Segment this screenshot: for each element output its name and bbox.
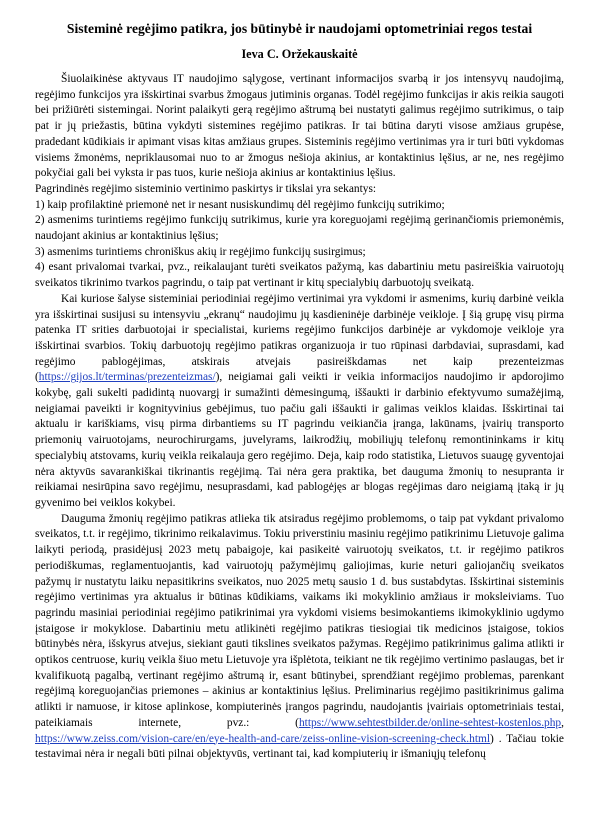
paragraph-screen-workers-text-b: ), neigiamai gali veikti ir veikia informacijos naudojimo ir apdorojimo kokybę, gali sukelti padidintą nuovargį ir sumažinti dėmesingumą, iššaukti ir darbinio efektyvumo sumažėjimą, neigiamai paveikti ir kognityvinius gebėjimus, tuo pačiu gali iššaukti ir galimas veiklos klaidas. Išskirtinai tai aktualu ir kariškiams, visų pirma dirbantiems su IT pagrindu veikiančia įranga, lakūnams, įvairių transporto priemonių vairuotojams, neurochirurgams, juvelyrams, laikrodžių, mobiliųjų telefonų remontininkams ir kitų specialybių atstovams, kurių veikla reikalauja gero regėjimo. Deja, kaip rodo statistika, Lietuvos suaugę gyventojai nėra aktyvūs savarankiškai tikrinantis regėjimą. Tai nėra gera praktika, bet dauguma žmonių to nesupranta ir reikiamai nesirūpina savo regėjimu, nesuprasdami, kad pablogėjęs ar blogas regėjimas daro neigiamą įtaką ir jų gyvenimo bei veiklos kokybei. bbox=[35, 371, 564, 509]
paragraph-screen-workers-text-a: Kai kuriose šalyse sisteminiai periodiniai regėjimo vertinimai yra vykdomi ir asmenims, kurių darbinė veikla yra išskirtinai susijusi su intensyviu „ekranų“ naudojimu jų kasdieninėje darbinėje veikloje. Į šią grupę visų pirma patenka IT srities darbuotojai ir specialistai, kuriems regėjimo funkcijos darbinėje ar vykdomoje veikloje yra išskirtinai svarbios. Tokių darbuotojų regėjimo patikras organizuoja ir tuo rūpinasi darbdaviai, suprasdami, kad regėjimo pablogėjimas, atskirais atvejais pasireiškdamas net kaip prezenteizmas ( bbox=[35, 292, 564, 384]
paragraph-intro: Šiuolaikinėse aktyvaus IT naudojimo sąlygose, vertinant informacijos svarbą ir jos intensyvų naudojimą, regėjimo funkcijos yra išskirtinai svarbus žmogaus jutiminis organas. Todėl regėjimo funkcijas ir akis reikia saugoti bei prižiūrėti sistemingai. Norint palaikyti gerą regėjimo aštrumą bei nustatyti galimus regėjimo sutrikimus, o taip pat ir jų priežastis, būtina vykdyti sistemines regėjimo patikras. Ir tai būtina daryti visose amžiaus grupėse, pradedant kūdikiais ir apimant visas kitas amžiaus grupes. Sisteminis regėjimo vertinimas yra ir turi būti vykdomas visiems žmonėms, nepriklausomai nuo to ar žmogus nešioja akinius, ar kontaktinius lęšius, ar ne, nes regėjimo pokyčiai gali bei vyksta ir pas tuos, kurie nešioja akinius ar kontaktinius lęšius. bbox=[35, 73, 564, 180]
list-item-4: 4) esant privalomai tvarkai, pvz., reikalaujant turėti sveikatos pažymą, kas dabartiniu metu pasireiškia vairuotojų sveikatos tikrinimo tvarkos pagrindu, o taip pat vertinant ir kitų specialybių darbuotojų sveikatą. bbox=[35, 261, 564, 290]
paragraph-checkups bbox=[35, 512, 564, 763]
zeiss-link[interactable]: https://www.zeiss.com/vision-care/en/eye-health-and-care/zeiss-online-vision-screening-check.html bbox=[35, 732, 491, 745]
link-separator: , bbox=[561, 716, 564, 729]
document-title: Sisteminė regėjimo patikra, jos būtinybė ir naudojami optometriniai regos testai bbox=[66, 21, 533, 36]
author-name: Ieva C. Oržekauskaitė bbox=[241, 47, 358, 61]
paragraph-checkups-text-b: ) . Tačiau tokie testavimai nėra ir negali būti pilnai objektyvūs, vertinant tai, kad kompiuterių ir išmaniųjų telefonų bbox=[35, 732, 564, 761]
list-item-2: 2) asmenims turintiems regėjimo funkcijų sutrikimus, kurie yra koreguojami regėjimą gerinančiomis priemonėmis, naudojant akinius ar kontaktinius lęšius; bbox=[35, 214, 564, 243]
list-item-1: 1) kaip profilaktinė priemonė net ir nesant nusiskundimų dėl regėjimo funkcijų sutrikimo; bbox=[35, 198, 445, 211]
sehtest-link[interactable]: https://www.sehtestbilder.de/online-sehtest-kostenlos.php bbox=[298, 716, 562, 729]
paragraph-checkups-text-a: Dauguma žmonių regėjimo patikras atlieka tik atsiradus regėjimo problemoms, o taip pat vykdant privalomo sveikatos, t.t. ir regėjimo, tikrinimo reikalavimus. Tokiu priverstiniu masiniu regėjimo patikrinimu Lietuvoje galima laikyti periodą, prasidėjusį 2023 metų pabaigoje, kai pasikeitė vairuotojų sveikatos, t.t. ir regėjimo patikros periodiškumas, reglamentuojantis, kad vairuotojų pažymėjimų galiojimas, kurie neturi galiojančių sveikatos pažymų ir nustatytu laiku nepasitikrins sveikatos, nuo 2025 metų sausio 1 d. bus sustabdytas. Išskirtinai sisteminis regėjimo vertinimas yra aktualus ir būtinas kūdikiams, vaikams iki mokyklinio amžiaus ir moksleiviams. Tuo pagrindu masiniai periodiniai regėjimo patikrinimai yra vykdomi visiems besimokantiems ikimokyklinio ugdymo įstaigose ir mokyklose. Dabartiniu metu atlikinėti regėjimo patikras tiesiogiai tik medicinos įstaigose, tokios būtinybės nėra, išskyrus atvejus, siekiant gauti tikslines sveikatos pažymas. Regėjimo patikrinimus galima atlikti ir optikos centruose, kurių veikla šiuo metu Lietuvoje yra išplėtota, teikiant ne tik regėjimo vertinimo paslaugas, bet ir kvalifikuotą pagalbą, vertinant regėjimo aštrumą ir, esant būtinybei, sprendžiant regėjimo problemas, parenkant regėjimą koreguojančias priemones – akinius ar kontaktinius lęšius. Preliminarius regėjimo pasitikrinimus galima atlikti ir namuose, ir kitose aplinkose, kompiuterinės įrangos pagrindu, naudojantis įvairiais optometriniais testai, pateikiamais internete, pvz.: ( bbox=[35, 512, 564, 729]
prezenteizmas-link[interactable]: https://gijos.lt/terminas/prezenteizmas/ bbox=[38, 371, 216, 384]
paragraph-purposes-lead: Pagrindinės regėjimo sisteminio vertinimo paskirtys ir tikslai yra sekantys: bbox=[35, 182, 377, 195]
list-item-3: 3) asmenims turintiems chroniškus akių ir regėjimo funkcijų susirgimus; bbox=[35, 245, 366, 258]
paragraph-screen-workers bbox=[35, 292, 564, 512]
